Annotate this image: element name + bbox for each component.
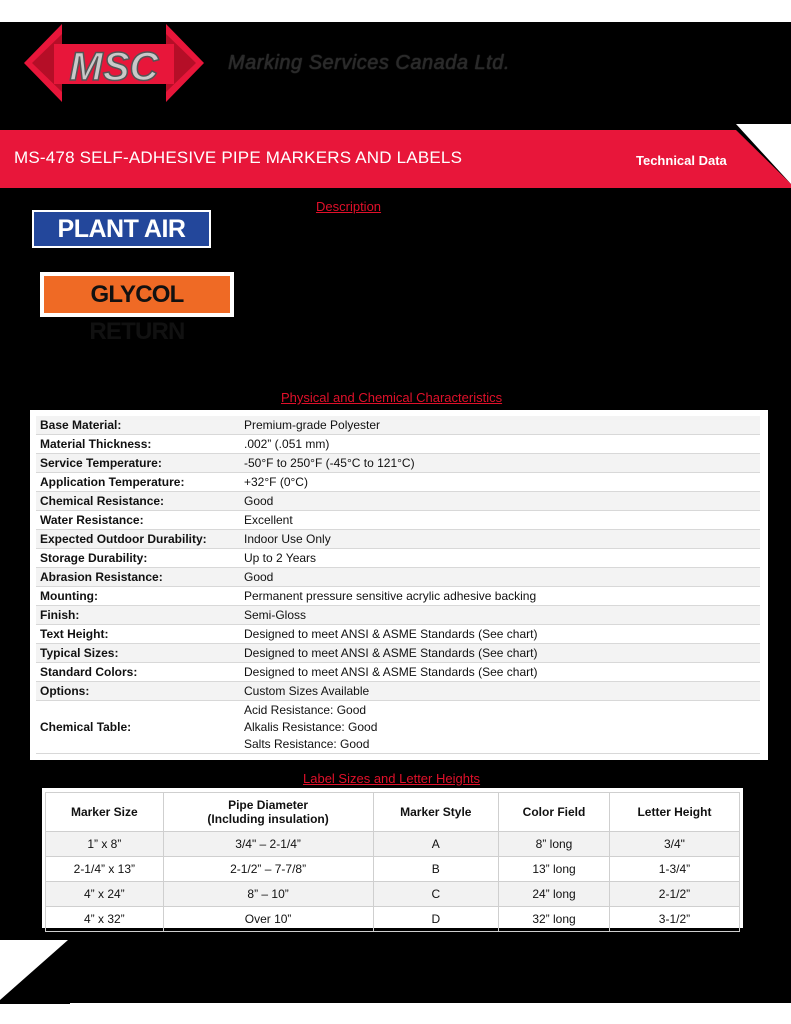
characteristic-label: Mounting: xyxy=(36,587,240,606)
characteristic-value xyxy=(240,606,760,625)
characteristic-value xyxy=(240,454,760,473)
size-table-cell: 1” x 8” xyxy=(46,832,164,857)
characteristic-row xyxy=(36,663,760,682)
characteristic-label: Expected Outdoor Durability: xyxy=(36,530,240,549)
corner-accent xyxy=(0,940,70,1004)
characteristic-value xyxy=(240,587,760,606)
characteristics-panel xyxy=(30,410,768,760)
characteristic-row xyxy=(36,568,760,587)
characteristic-value-line: Good xyxy=(244,493,274,508)
sizes-table xyxy=(45,792,740,932)
page-subtitle: Technical Data xyxy=(636,153,727,168)
characteristic-value-line: Indoor Use Only xyxy=(244,531,331,546)
characteristic-label: Finish: xyxy=(36,606,240,625)
size-table-cell: 2-1/4” x 13” xyxy=(46,857,164,882)
description-heading: Description xyxy=(316,199,382,214)
size-table-cell: 4” x 32” xyxy=(46,907,164,932)
characteristics-heading: Physical and Chemical Characteristics xyxy=(281,390,503,405)
size-table-header: Letter Height xyxy=(609,793,739,832)
characteristic-value xyxy=(240,682,760,701)
company-name: Marking Services Canada Ltd. xyxy=(228,52,510,74)
characteristic-value xyxy=(240,492,760,511)
size-table-cell: 32” long xyxy=(499,907,610,932)
characteristic-label: Base Material: xyxy=(36,416,240,435)
characteristic-row xyxy=(36,606,760,625)
characteristic-value-line: Designed to meet ANSI & ASME Standards (See chart) xyxy=(244,645,538,660)
characteristic-value-line: Acid Resistance: Good xyxy=(244,702,367,717)
characteristic-row xyxy=(36,492,760,511)
size-table-cell: 4” x 24” xyxy=(46,882,164,907)
characteristic-value xyxy=(240,663,760,682)
size-table-cell: 2-1/2” xyxy=(609,882,739,907)
characteristic-label: Water Resistance: xyxy=(36,511,240,530)
characteristic-label: Options: xyxy=(36,682,240,701)
size-table-header: Pipe Diameter (Including insulation) xyxy=(163,793,373,832)
characteristic-label: Abrasion Resistance: xyxy=(36,568,240,587)
characteristic-label: Typical Sizes: xyxy=(36,644,240,663)
characteristic-value-line: Salts Resistance: Good xyxy=(244,736,370,751)
characteristic-value xyxy=(240,511,760,530)
characteristic-row xyxy=(36,625,760,644)
characteristic-value-line: Custom Sizes Available xyxy=(244,683,370,698)
characteristic-value-line: Semi-Gloss xyxy=(244,607,307,622)
characteristic-value xyxy=(240,568,760,587)
page-title: MS-478 SELF-ADHESIVE PIPE MARKERS AND LABELS xyxy=(14,148,463,167)
characteristic-row xyxy=(36,644,760,663)
size-table-cell: 2-1/2” – 7-7/8” xyxy=(163,857,373,882)
characteristic-label: Standard Colors: xyxy=(36,663,240,682)
characteristic-row xyxy=(36,682,760,701)
characteristic-value-line: Premium-grade Polyester xyxy=(244,417,381,432)
size-table-header: Marker Size xyxy=(46,793,164,832)
size-table-cell: 13” long xyxy=(499,857,610,882)
characteristic-value xyxy=(240,530,760,549)
logo-text: MSC xyxy=(69,45,159,89)
sizes-panel xyxy=(42,788,743,928)
size-table-cell: 8” long xyxy=(499,832,610,857)
size-table-row xyxy=(46,832,740,857)
size-table-row xyxy=(46,882,740,907)
characteristic-value-line: -50°F to 250°F (-45°C to 121°C) xyxy=(244,455,415,470)
characteristic-label: Chemical Resistance: xyxy=(36,492,240,511)
characteristic-value-line: Up to 2 Years xyxy=(244,550,317,565)
sizes-heading: Label Sizes and Letter Heights xyxy=(303,771,481,786)
characteristic-row xyxy=(36,549,760,568)
size-table-header: Marker Style xyxy=(373,793,499,832)
characteristic-label: Text Height: xyxy=(36,625,240,644)
characteristic-row xyxy=(36,473,760,492)
characteristic-value-line: Good xyxy=(244,569,274,584)
characteristic-value-line: .002” (.051 mm) xyxy=(244,436,330,451)
glycol-return-text: GLYCOL RETURN xyxy=(44,276,230,313)
plant-air-text: PLANT AIR xyxy=(34,212,209,246)
characteristic-row xyxy=(36,701,760,754)
characteristic-row xyxy=(36,454,760,473)
characteristic-value-line: Excellent xyxy=(244,512,293,527)
size-table-cell: 1-3/4” xyxy=(609,857,739,882)
characteristic-label: Material Thickness: xyxy=(36,435,240,454)
characteristic-row xyxy=(36,530,760,549)
characteristic-value-line: +32°F (0°C) xyxy=(244,474,308,489)
characteristic-value-line: Designed to meet ANSI & ASME Standards (See chart) xyxy=(244,664,538,679)
characteristic-row xyxy=(36,416,760,435)
characteristic-label: Application Temperature: xyxy=(36,473,240,492)
size-table-cell: 3-1/2” xyxy=(609,907,739,932)
characteristics-table xyxy=(36,416,760,754)
characteristic-value-line: Alkalis Resistance: Good xyxy=(244,719,378,734)
characteristic-row xyxy=(36,511,760,530)
size-table-cell: 3/4" xyxy=(609,832,739,857)
characteristic-row xyxy=(36,435,760,454)
characteristic-label: Service Temperature: xyxy=(36,454,240,473)
size-table-cell: 8” – 10” xyxy=(163,882,373,907)
size-table-cell: B xyxy=(373,857,499,882)
characteristic-value xyxy=(240,644,760,663)
plant-air-label xyxy=(32,210,211,248)
characteristic-value xyxy=(240,549,760,568)
size-table-header: Color Field xyxy=(499,793,610,832)
characteristic-label: Storage Durability: xyxy=(36,549,240,568)
characteristic-value xyxy=(240,416,760,435)
characteristic-value-line: Permanent pressure sensitive acrylic adhesive backing xyxy=(244,588,537,603)
size-table-cell: Over 10” xyxy=(163,907,373,932)
size-table-row xyxy=(46,907,740,932)
characteristic-value xyxy=(240,701,760,754)
msc-logo xyxy=(24,24,204,102)
size-table-row xyxy=(46,857,740,882)
characteristic-value-line: Designed to meet ANSI & ASME Standards (See chart) xyxy=(244,626,538,641)
size-table-cell: 24” long xyxy=(499,882,610,907)
characteristic-label: Chemical Table: xyxy=(36,701,240,754)
size-table-cell: C xyxy=(373,882,499,907)
characteristic-value xyxy=(240,625,760,644)
size-table-cell: A xyxy=(373,832,499,857)
characteristic-value xyxy=(240,473,760,492)
glycol-return-label xyxy=(40,272,234,345)
characteristic-value xyxy=(240,435,760,454)
size-table-cell: 3/4" – 2-1/4” xyxy=(163,832,373,857)
characteristic-row xyxy=(36,587,760,606)
size-table-cell: D xyxy=(373,907,499,932)
